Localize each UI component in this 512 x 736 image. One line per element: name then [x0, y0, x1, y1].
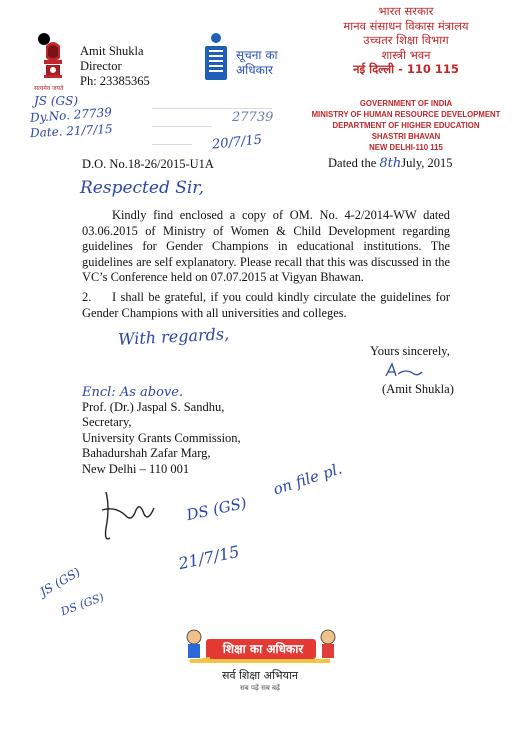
handwritten-date: Date. 21/7/15	[29, 121, 113, 141]
addressee	[82, 400, 241, 477]
rti-logo-icon	[202, 32, 230, 84]
addressee-line: Prof. (Dr.) Jaspal S. Sandhu,	[82, 400, 225, 414]
enclosure: Encl: As above.	[82, 385, 184, 400]
dated-day: 8th	[379, 156, 402, 171]
dated-line	[328, 156, 453, 171]
emblem-icon	[38, 38, 68, 84]
rte-tagline: सर्व शिक्षा अभियान	[222, 669, 298, 682]
paragraph-1: Kindly find enclosed a copy of OM. No. 4-2/2014-WW dated 03.06.2015 of Ministry of Women & Child Development regarding guidelines for Gender Champions in educational institutions. The guidelines are self explanatory. Please recall that this was discussed in the VC’s Conference held on 07.07.2015 at Vigyan Bhawan.	[82, 208, 450, 285]
sender-title: Director	[80, 59, 122, 73]
addressee-line: University Grants Commission,	[82, 430, 241, 445]
handwritten-on-file: on file pl.	[270, 459, 345, 499]
ministry-english-line: GOVERNMENT OF INDIA	[359, 99, 453, 108]
rte-sub-tagline: सब पढ़ें सब बढ़ें	[240, 684, 280, 692]
addressee-line: New Delhi – 110 001	[82, 461, 190, 476]
dated-prefix: Dated the	[328, 156, 377, 170]
with-regards: With regards,	[117, 324, 230, 349]
paragraph-2-number: 2.	[82, 290, 92, 304]
ministry-english	[300, 98, 512, 153]
do-number: D.O. No.18-26/2015-U1A	[82, 157, 214, 171]
ministry-hindi-line: उच्चतर शिक्षा विभाग	[363, 33, 449, 47]
ministry-hindi-line: नई दिल्ली - 110 115	[353, 62, 459, 76]
ministry-english-line: MINISTRY OF HUMAN RESOURCE DEVELOPMENT	[311, 110, 501, 119]
signatory: (Amit Shukla)	[382, 382, 454, 396]
rti-label	[236, 48, 278, 78]
closing: Yours sincerely,	[370, 344, 450, 358]
sender-name: Amit Shukla	[80, 44, 144, 58]
handwritten-js-gs-bottom: JS (GS)	[37, 564, 83, 600]
dated-suffix: July, 2015	[401, 156, 453, 170]
handwritten-js-gs: JS (GS)	[34, 94, 79, 108]
handwritten-ds-gs: DS (GS)	[184, 493, 249, 525]
ministry-english-line: NEW DELHI-110 115	[369, 143, 443, 152]
addressee-line: Secretary,	[82, 415, 132, 430]
ministry-hindi-line: शास्त्री भवन	[381, 47, 431, 62]
rti-label-line1: सूचना का	[236, 48, 278, 62]
salutation: Respected Sir,	[80, 178, 204, 198]
ministry-hindi-line: मानव संसाधन विकास मंत्रालय	[343, 18, 469, 33]
handwritten-dy-no: Dy.No. 27739	[29, 105, 113, 125]
ministry-english-line: SHASTRI BHAVAN	[371, 132, 441, 141]
paragraph-2-text: I shall be grateful, if you could kindly circulate the guidelines for Gender Champions with all universities and colleges.	[82, 290, 450, 320]
sender-phone: Ph: 23385365	[80, 74, 150, 88]
handwritten-tm-date: 21/7/15	[176, 541, 241, 574]
emblem-motto: सत्यमेव जयते	[34, 85, 64, 92]
rti-label-line2: अधिकार	[236, 63, 273, 77]
ministry-hindi-line: भारत सरकार	[378, 4, 434, 18]
ministry-hindi	[300, 4, 512, 77]
signature-icon	[384, 362, 424, 380]
handwritten-ds-gs-bottom: DS (GS)	[59, 590, 106, 619]
addressee-line: Bahadurshah Zafar Marg,	[82, 446, 211, 461]
paragraph-2	[82, 290, 450, 321]
stamp-number: 27739	[232, 110, 274, 125]
initials-signature-icon	[96, 488, 156, 548]
rte-banner-text: शिक्षा का अधिकार	[222, 642, 304, 656]
ministry-english-line: DEPARTMENT OF HIGHER EDUCATION	[332, 121, 480, 130]
stamp-date: 20/7/15	[211, 132, 263, 153]
